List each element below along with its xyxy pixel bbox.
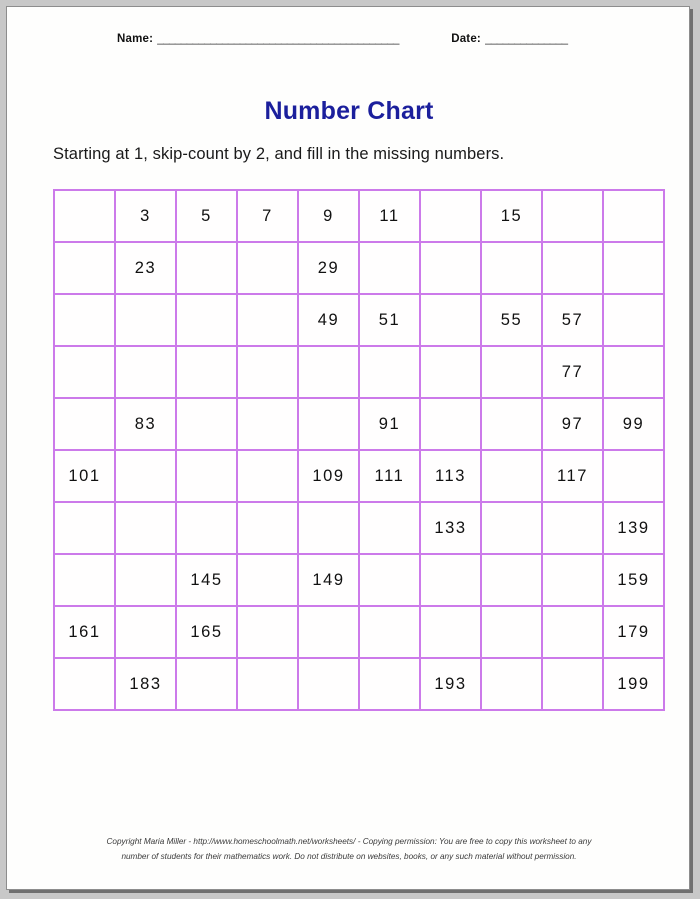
number-cell-blank[interactable] (603, 294, 664, 346)
number-cell-blank[interactable] (481, 398, 542, 450)
number-chart-row (54, 554, 664, 606)
number-cell-filled[interactable]: 145 (176, 554, 237, 606)
number-chart-row (54, 502, 664, 554)
number-cell-blank[interactable] (481, 554, 542, 606)
number-cell-blank[interactable] (176, 294, 237, 346)
number-cell-blank[interactable] (420, 242, 481, 294)
number-cell-blank[interactable] (481, 658, 542, 710)
number-cell-blank[interactable] (237, 242, 298, 294)
worksheet-page (6, 6, 690, 890)
number-cell-filled[interactable]: 55 (481, 294, 542, 346)
number-cell-blank[interactable] (115, 606, 176, 658)
number-chart-row (54, 450, 664, 502)
number-cell-filled[interactable]: 161 (54, 606, 115, 658)
number-cell-filled[interactable]: 29 (298, 242, 359, 294)
number-cell-blank[interactable] (237, 450, 298, 502)
number-cell-blank[interactable] (542, 190, 603, 242)
number-cell-blank[interactable] (176, 346, 237, 398)
number-cell-filled[interactable]: 109 (298, 450, 359, 502)
number-cell-filled[interactable]: 49 (298, 294, 359, 346)
number-cell-blank[interactable] (420, 554, 481, 606)
number-cell-filled[interactable]: 101 (54, 450, 115, 502)
number-cell-blank[interactable] (176, 398, 237, 450)
number-cell-blank[interactable] (115, 450, 176, 502)
number-chart-grid (53, 189, 665, 711)
number-cell-blank[interactable] (420, 398, 481, 450)
number-cell-filled[interactable]: 9 (298, 190, 359, 242)
number-cell-blank[interactable] (237, 658, 298, 710)
number-chart-row (54, 242, 664, 294)
footer (7, 834, 691, 865)
name-label: Name: (117, 33, 154, 45)
number-cell-filled[interactable]: 23 (115, 242, 176, 294)
instructions-text: Starting at 1, skip-count by 2, and fill in the missing numbers. (53, 145, 505, 163)
number-cell-blank[interactable] (298, 658, 359, 710)
number-chart-row (54, 190, 664, 242)
number-chart-row (54, 398, 664, 450)
number-cell-blank[interactable] (542, 554, 603, 606)
number-cell-blank[interactable] (115, 502, 176, 554)
number-chart-row (54, 346, 664, 398)
number-cell-blank[interactable] (237, 294, 298, 346)
number-cell-blank[interactable] (481, 450, 542, 502)
number-cell-blank[interactable] (603, 346, 664, 398)
number-cell-blank[interactable] (542, 502, 603, 554)
number-cell-blank[interactable] (359, 606, 420, 658)
number-cell-blank[interactable] (481, 606, 542, 658)
number-cell-filled[interactable]: 111 (359, 450, 420, 502)
number-cell-filled[interactable]: 51 (359, 294, 420, 346)
number-cell-filled[interactable]: 183 (115, 658, 176, 710)
number-cell-blank[interactable] (115, 554, 176, 606)
number-cell-blank[interactable] (481, 242, 542, 294)
number-cell-filled[interactable]: 91 (359, 398, 420, 450)
number-cell-blank[interactable] (176, 658, 237, 710)
number-chart-row (54, 658, 664, 710)
footer-line-2: number of students for their mathematics work. Do not distribute on websites, books, or any such material without permission. (121, 852, 577, 862)
number-cell-filled[interactable]: 199 (603, 658, 664, 710)
number-cell-filled[interactable]: 149 (298, 554, 359, 606)
number-cell-blank[interactable] (237, 398, 298, 450)
number-cell-blank[interactable] (54, 554, 115, 606)
number-cell-filled[interactable]: 139 (603, 502, 664, 554)
number-cell-filled[interactable]: 97 (542, 398, 603, 450)
number-cell-blank[interactable] (176, 242, 237, 294)
number-cell-blank[interactable] (54, 502, 115, 554)
number-cell-filled[interactable]: 5 (176, 190, 237, 242)
number-cell-filled[interactable]: 15 (481, 190, 542, 242)
number-cell-filled[interactable]: 113 (420, 450, 481, 502)
number-cell-filled[interactable]: 165 (176, 606, 237, 658)
number-cell-blank[interactable] (420, 294, 481, 346)
name-date-row (7, 33, 691, 45)
number-cell-blank[interactable] (359, 502, 420, 554)
number-cell-filled[interactable]: 3 (115, 190, 176, 242)
number-cell-blank[interactable] (54, 398, 115, 450)
number-cell-blank[interactable] (420, 346, 481, 398)
number-chart-body (54, 190, 664, 710)
number-cell-blank[interactable] (115, 294, 176, 346)
number-cell-filled[interactable]: 117 (542, 450, 603, 502)
number-cell-blank[interactable] (237, 606, 298, 658)
number-cell-blank[interactable] (359, 242, 420, 294)
number-cell-blank[interactable] (420, 190, 481, 242)
number-cell-blank[interactable] (54, 346, 115, 398)
number-cell-blank[interactable] (54, 658, 115, 710)
number-cell-blank[interactable] (237, 502, 298, 554)
number-cell-blank[interactable] (603, 242, 664, 294)
number-cell-blank[interactable] (542, 242, 603, 294)
date-label: Date: (451, 33, 481, 45)
number-cell-blank[interactable] (237, 554, 298, 606)
number-cell-filled[interactable]: 133 (420, 502, 481, 554)
footer-line-1: Copyright Maria Miller - http://www.homeschoolmath.net/worksheets/ - Copying permission: You are free to copy this worksheet to any (106, 836, 592, 846)
number-cell-filled[interactable]: 159 (603, 554, 664, 606)
number-cell-filled[interactable]: 77 (542, 346, 603, 398)
number-cell-blank[interactable] (54, 190, 115, 242)
number-cell-blank[interactable] (298, 606, 359, 658)
number-cell-filled[interactable]: 11 (359, 190, 420, 242)
number-cell-blank[interactable] (54, 242, 115, 294)
number-cell-blank[interactable] (481, 502, 542, 554)
number-cell-blank[interactable] (298, 346, 359, 398)
number-cell-filled[interactable]: 99 (603, 398, 664, 450)
number-cell-blank[interactable] (603, 190, 664, 242)
number-cell-filled[interactable]: 57 (542, 294, 603, 346)
number-chart-row (54, 606, 664, 658)
number-cell-blank[interactable] (176, 502, 237, 554)
number-cell-blank[interactable] (298, 502, 359, 554)
number-cell-filled[interactable]: 7 (237, 190, 298, 242)
number-cell-blank[interactable] (481, 346, 542, 398)
number-cell-blank[interactable] (359, 346, 420, 398)
number-cell-blank[interactable] (359, 554, 420, 606)
number-cell-blank[interactable] (542, 606, 603, 658)
number-cell-filled[interactable]: 83 (115, 398, 176, 450)
number-cell-filled[interactable]: 179 (603, 606, 664, 658)
number-cell-blank[interactable] (420, 606, 481, 658)
number-chart-row (54, 294, 664, 346)
number-cell-blank[interactable] (54, 294, 115, 346)
date-input-line[interactable]: ______________ (484, 33, 568, 45)
number-cell-blank[interactable] (298, 398, 359, 450)
name-input-line[interactable]: _________________________________________ (157, 33, 399, 45)
number-cell-blank[interactable] (542, 658, 603, 710)
number-cell-blank[interactable] (237, 346, 298, 398)
page-title: Number Chart (264, 97, 434, 125)
number-cell-blank[interactable] (359, 658, 420, 710)
number-cell-blank[interactable] (115, 346, 176, 398)
number-cell-filled[interactable]: 193 (420, 658, 481, 710)
number-cell-blank[interactable] (176, 450, 237, 502)
number-cell-blank[interactable] (603, 450, 664, 502)
